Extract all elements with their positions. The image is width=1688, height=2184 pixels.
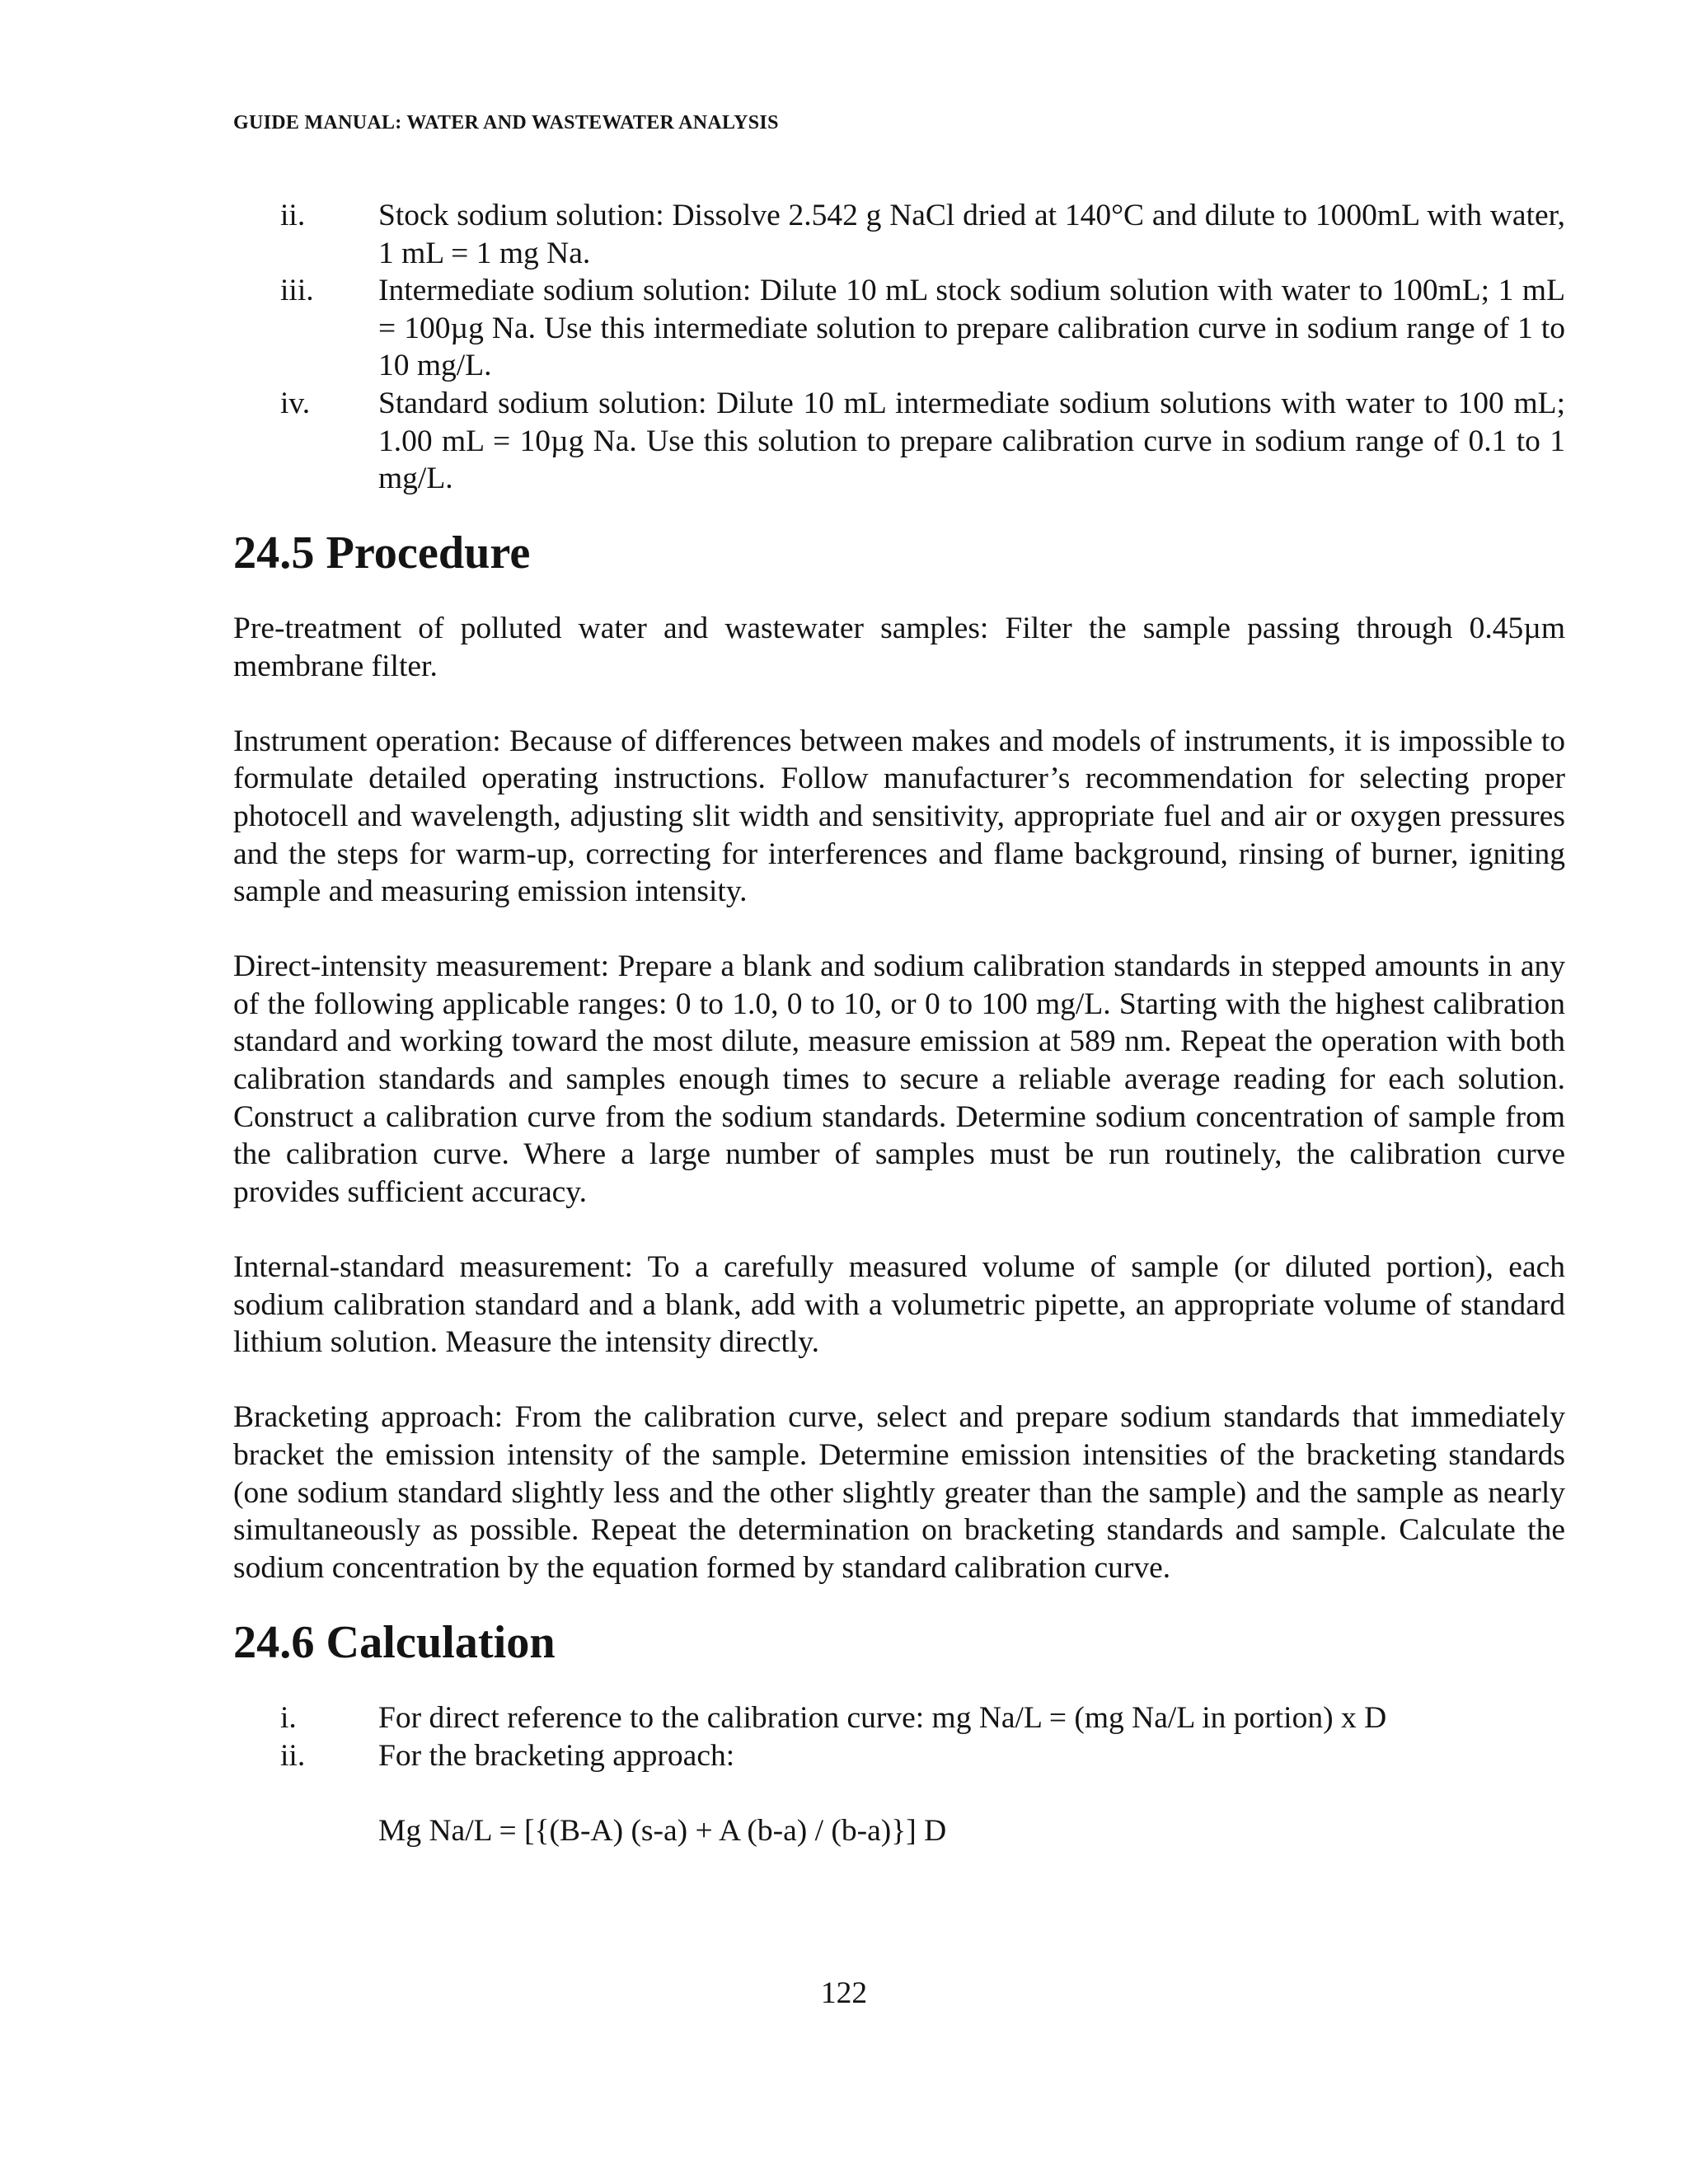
reagents-list <box>233 197 1565 498</box>
list-item-number: ii. <box>280 1738 306 1773</box>
section-heading-calculation: 24.6 Calculation <box>233 1616 556 1668</box>
calculation-list <box>233 1699 1565 1774</box>
list-item-number: i. <box>280 1701 297 1736</box>
paragraph-internal-standard: Internal-standard measurement: To a carefully measured volume of sample (or diluted portion), each sodium calibration standard and a blank, add with a volumetric pipette, an appropriate volume of standard lithium solution. Measure the intensity directly. <box>233 1250 1565 1360</box>
list-item <box>233 197 1565 272</box>
bracketing-formula: Mg Na/L = [{(B-A) (s-a) + A (b-a) / (b-a)}] D <box>378 1813 947 1848</box>
paragraph-instrument-operation: Instrument operation: Because of differences between makes and models of instruments, it is impossible to formulate detailed operating instructions. Follow manufacturer’s recommendation for selecting proper photocell and wavelength, adjusting slit width and sensitivity, appropriate fuel and air or oxygen pressures and the steps for warm-up, correcting for interferences and flame background, rinsing of burner, igniting sample and measuring emission intensity. <box>233 724 1565 909</box>
page-number: 122 <box>820 1976 868 2010</box>
list-item <box>233 1699 1565 1737</box>
list-item-text: For direct reference to the calibration curve: mg Na/L = (mg Na/L in portion) x D <box>378 1701 1387 1736</box>
list-item <box>233 1737 1565 1775</box>
list-item-text: Stock sodium solution: Dissolve 2.542 g NaCl dried at 140°C and dilute to 1000mL with water, 1 mL = 1 mg Na. <box>378 199 1565 270</box>
paragraph-bracketing: Bracketing approach: From the calibration curve, select and prepare sodium standards that immediately bracket the emission intensity of the sample. Determine emission intensities of the bracketing standards (one sodium standard slightly less and the other slightly greater than the sample) and the sample as nearly simultaneously as possible. Repeat the determination on bracketing standards and sample. Calculate the sodium concentration by the equation formed by standard calibration curve. <box>233 1400 1565 1585</box>
page-body <box>233 197 1565 1850</box>
running-header: GUIDE MANUAL: WATER AND WASTEWATER ANALYSIS <box>233 112 779 134</box>
list-item <box>233 272 1565 385</box>
list-item-number: iv. <box>280 386 311 420</box>
list-item-text: For the bracketing approach: <box>378 1738 735 1773</box>
list-item <box>233 385 1565 498</box>
section-heading-procedure: 24.5 Procedure <box>233 527 531 579</box>
list-item-number: ii. <box>280 199 306 232</box>
paragraph-pretreatment: Pre-treatment of polluted water and wastewater samples: Filter the sample passing through 0.45µm membrane filter. <box>233 611 1565 683</box>
list-item-text: Standard sodium solution: Dilute 10 mL intermediate sodium solutions with water to 100 mL; 1.00 mL = 10µg Na. Use this solution to prepare calibration curve in sodium range of 0.1 to 1 mg/L. <box>378 386 1565 496</box>
list-item-number: iii. <box>280 274 314 308</box>
paragraph-direct-intensity: Direct-intensity measurement: Prepare a blank and sodium calibration standards in stepped amounts in any of the following applicable ranges: 0 to 1.0, 0 to 10, or 0 to 100 mg/L. Starting with the highest calibration standard and working toward the most dilute, measure emission at 589 nm. Repeat the operation with both calibration standards and samples enough times to secure a reliable average reading for each solution. Construct a calibration curve from the sodium standards. Determine sodium concentration of sample from the calibration curve. Where a large number of samples must be run routinely, the calibration curve provides sufficient accuracy. <box>233 949 1565 1209</box>
list-item-text: Intermediate sodium solution: Dilute 10 mL stock sodium solution with water to 100mL; 1 mL = 100µg Na. Use this intermediate solution to prepare calibration curve in sodium range of 1 to 10 mg/L. <box>378 274 1565 383</box>
